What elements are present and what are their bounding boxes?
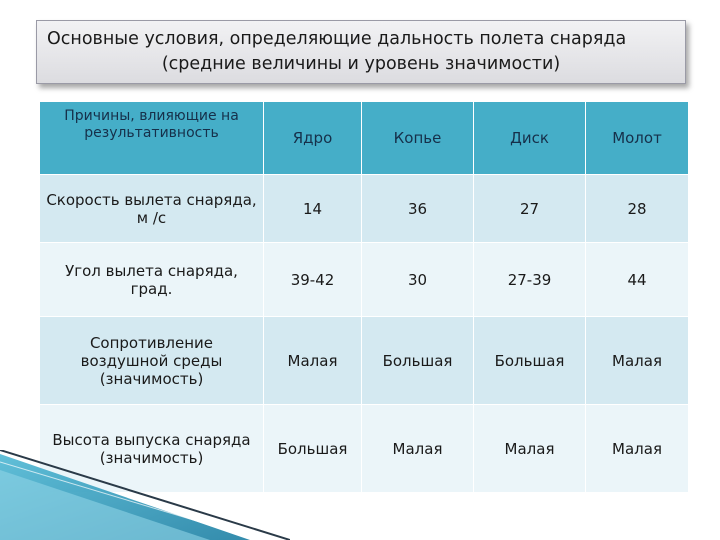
- cell-value: 44: [586, 243, 689, 317]
- header-hammer: Молот: [586, 102, 689, 175]
- cell-value: 30: [362, 243, 474, 317]
- cell-value: 14: [264, 175, 362, 243]
- row-factor: Скорость вылета снаряда, м /с: [40, 175, 264, 243]
- cell-value: Малая: [586, 317, 689, 405]
- cell-value: Большая: [362, 317, 474, 405]
- header-shot: Ядро: [264, 102, 362, 175]
- cell-value: 27: [474, 175, 586, 243]
- header-javelin: Копье: [362, 102, 474, 175]
- table-row: [40, 243, 689, 317]
- conditions-table: [39, 101, 689, 493]
- header-factor: Причины, влияющие на результативность: [40, 102, 264, 175]
- slide-title-box: [36, 20, 686, 84]
- cell-value: 28: [586, 175, 689, 243]
- header-discus: Диск: [474, 102, 586, 175]
- cell-value: 36: [362, 175, 474, 243]
- slide-title-line-2: (средние величины и уровень значимости): [161, 54, 561, 74]
- cell-value: 27-39: [474, 243, 586, 317]
- table-row: [40, 175, 689, 243]
- cell-value: Большая: [474, 317, 586, 405]
- cell-value: Большая: [264, 405, 362, 493]
- row-factor: Высота выпуска снаряда (значимость): [40, 405, 264, 493]
- table-row: [40, 317, 689, 405]
- row-factor: Угол вылета снаряда, град.: [40, 243, 264, 317]
- slide-title-line-1: Основные условия, определяющие дальность полета снаряда: [47, 29, 627, 49]
- decorative-swoosh: [0, 450, 290, 540]
- cell-value: Малая: [362, 405, 474, 493]
- cell-value: Малая: [264, 317, 362, 405]
- cell-value: Малая: [586, 405, 689, 493]
- table-header-row: [40, 102, 689, 175]
- cell-value: 39-42: [264, 243, 362, 317]
- row-factor: Сопротивление воздушной среды (значимость): [40, 317, 264, 405]
- cell-value: Малая: [474, 405, 586, 493]
